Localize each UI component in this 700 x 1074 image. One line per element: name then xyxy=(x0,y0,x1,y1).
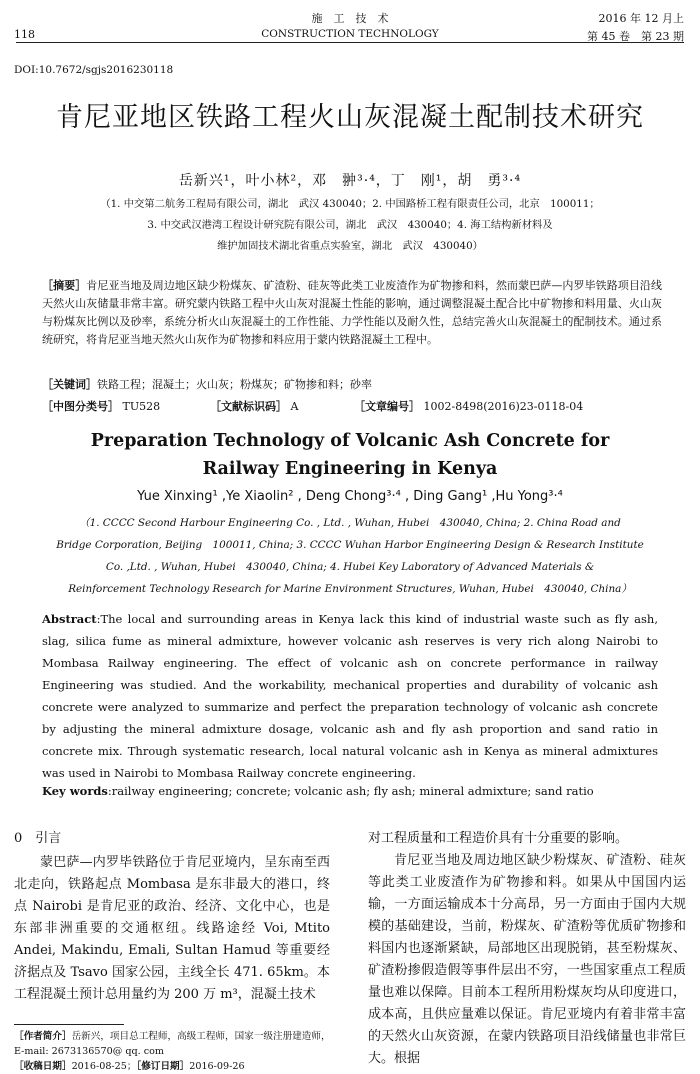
affiliation-cn-line: 维护加固技术湖北省重点实验室，湖北 武汉 430040） xyxy=(217,240,483,252)
affiliation-en-line: （1. CCCC Second Harbour Engineering Co. , Ltd. , Wuhan, Hubei 430040, China; 2. China Road and xyxy=(79,517,621,529)
affiliations-en xyxy=(48,512,652,600)
affiliation-cn-line: 3. 中交武汉港湾工程设计研究院有限公司，湖北 武汉 430040；4. 海工结构新材料及 xyxy=(147,219,553,231)
footnote xyxy=(14,1029,334,1074)
received-label: ［收稿日期］ xyxy=(14,1061,72,1072)
intro-paragraph-1: 蒙巴萨—内罗毕铁路位于肯尼亚境内，呈东南至西北走向，铁路起点 Mombasa 是东非最大的港口，终点 Nairobi 是肯尼亚的政治、经济、文化中心，也是东部非洲重要的交通枢纽。线路途经 Voi, Mtito Andei, Makindu, Emali, Sultan Hamud 等重要经济据点及 Tsavo 国家公园，主线全长 471. 65km。本工程混凝土预计总用量约为 200 万 m³，混凝土技术 xyxy=(14,855,330,1002)
affiliation-en-line: Bridge Corporation, Beijing 100011, China; 3. CCCC Wuhan Harbor Engineering Design & Research Institute xyxy=(56,539,644,551)
keywords-cn-text: 铁路工程；混凝土；火山灰；粉煤灰；矿物掺和料；砂率 xyxy=(97,378,372,391)
clc-number xyxy=(42,398,160,414)
author-bio xyxy=(14,1029,334,1059)
journal-name-cn: 施 工 技 术 xyxy=(311,12,389,25)
keywords-en-label: Key words xyxy=(42,784,108,798)
doc-value: A xyxy=(290,400,299,413)
affiliation-en-line: Reinforcement Technology Research for Marine Environment Structures, Wuhan, Hubei 430040, China） xyxy=(68,583,632,595)
keywords-en xyxy=(42,784,658,798)
title-en xyxy=(0,427,700,483)
article-value: 1002-8498(2016)23-0118-04 xyxy=(423,400,584,413)
title-en-line: Railway Engineering in Kenya xyxy=(202,459,498,479)
intro-paragraph-2: 肯尼亚当地及周边地区缺少粉煤灰、矿渣粉、硅灰等此类工业废渣作为矿物掺和料。如果从中国国内运输，一方面运输成本十分高昂，另一方面由于国内大规模的基础建设，当前，粉煤灰、矿渣粉等优质矿物掺和料国内也逐渐紧缺，局部地区出现脱销，甚至粉煤灰、矿渣粉掺假造假等事件层出不穷，一些国家重点工程质量也难以保障。目前本工程所用粉煤灰均从印度进口，成本高，且供应量难以保证。肯尼亚境内有着非常丰富的天然火山灰资源，在蒙内铁路项目沿线储量也非常巨大。根据 xyxy=(368,853,686,1066)
affiliation-cn-line: （1. 中交第二航务工程局有限公司，湖北 武汉 430040；2. 中国路桥工程有限责任公司，北京 100011； xyxy=(100,198,600,210)
keywords-cn xyxy=(42,376,662,392)
authors-cn: 岳新兴¹，叶小林²，邓 翀³·⁴，丁 刚¹，胡 勇³·⁴ xyxy=(178,173,522,189)
article-number xyxy=(354,398,583,414)
keywords-en-text: :railway engineering; concrete; volcanic ash; fly ash; mineral admixture; sand ratio xyxy=(107,784,594,798)
issue-date: 2016 年 12 月上 xyxy=(598,12,684,25)
affiliations-cn xyxy=(40,194,660,257)
abstract-en-label: Abstract xyxy=(42,612,97,626)
abstract-cn-text: 肯尼亚当地及周边地区缺少粉煤灰、矿渣粉、硅灰等此类工业废渣作为矿物掺和料，然而蒙巴萨—内罗毕铁路项目沿线天然火山灰储量非常丰富。研究蒙内铁路工程中火山灰对混凝土性能的影响，通过调整混凝土配合比中矿物掺和料用量、火山灰与粉煤灰比例以及砂率，系统分析火山灰混凝土的工作性能、力学性能以及耐久性，总结完善火山灰混凝土的配制技术。通过系统研究，将肯尼亚当地天然火山灰作为矿物掺和料应用于蒙内铁路混凝土工程中。 xyxy=(42,279,663,346)
received-date: 2016-08-25； xyxy=(71,1061,137,1072)
abstract-cn xyxy=(42,277,662,349)
abstract-cn-label: ［摘要］ xyxy=(42,279,87,292)
clc-value: TU528 xyxy=(122,400,161,413)
header-rule xyxy=(16,42,684,43)
footnote-rule xyxy=(14,1024,124,1025)
body-column-right xyxy=(368,828,686,1070)
article-label: ［文章编号］ xyxy=(354,400,420,413)
body-column-left xyxy=(14,828,330,1006)
doc-label: ［文献标识码］ xyxy=(210,400,287,413)
abstract-en-text: :The local and surrounding areas in Kenya lack this kind of industrial waste such as fly ash, slag, silica fume as mineral admixture, however volcanic ash reserves is very rich along Nairobi to Mombasa Railway engineering. The effect of volcanic ash on concrete performance in railway Engineering was studied. And the workability, mechanical properties and durability of volcanic ash concrete were analyzed to summarize and perfect the preparation technology of volcanic ash concrete by adjusting the mineral admixture dosage, volcanic ash and fly ash proportion and sand ratio in concrete mix. Through systematic research, local natural volcanic ash in Kenya as mineral admixtures was used in Nairobi to Mombasa Railway concrete engineering. xyxy=(42,612,658,780)
authors-en: Yue Xinxing¹ ,Ye Xiaolin² , Deng Chong³·⁴ , Ding Gang¹ ,Hu Yong³·⁴ xyxy=(137,489,563,504)
clc-label: ［中图分类号］ xyxy=(42,400,119,413)
title-cn: 肯尼亚地区铁路工程火山灰混凝土配制技术研究 xyxy=(56,102,644,133)
author-bio-text: 岳新兴，项目总工程师，高级工程师，国家一级注册建造师，E-mail: 2673136570@ qq. com xyxy=(14,1031,331,1057)
journal-name-en: CONSTRUCTION TECHNOLOGY xyxy=(261,28,439,40)
section-heading: 0 引言 xyxy=(14,831,62,846)
revised-label: ［修订日期］ xyxy=(136,1061,190,1072)
doc-code xyxy=(210,398,298,414)
affiliation-en-line: Co. ,Ltd. , Wuhan, Hubei 430040, China; 4. Hubei Key Laboratory of Advanced Materials & xyxy=(105,561,595,573)
dates xyxy=(14,1059,334,1074)
author-bio-label: ［作者简介］ xyxy=(14,1031,72,1042)
issue-volume: 第 45 卷 第 23 期 xyxy=(587,30,684,43)
doi: DOI:10.7672/sgjs2016230118 xyxy=(14,64,174,76)
keywords-cn-label: ［关键词］ xyxy=(42,378,97,391)
title-en-line: Preparation Technology of Volcanic Ash Concrete for xyxy=(90,431,610,451)
page-number: 118 xyxy=(14,28,35,41)
revised-date: 2016-09-26 xyxy=(189,1061,245,1072)
abstract-en xyxy=(42,608,658,784)
intro-paragraph-1-continued: 对工程质量和工程造价具有十分重要的影响。 xyxy=(368,831,629,846)
